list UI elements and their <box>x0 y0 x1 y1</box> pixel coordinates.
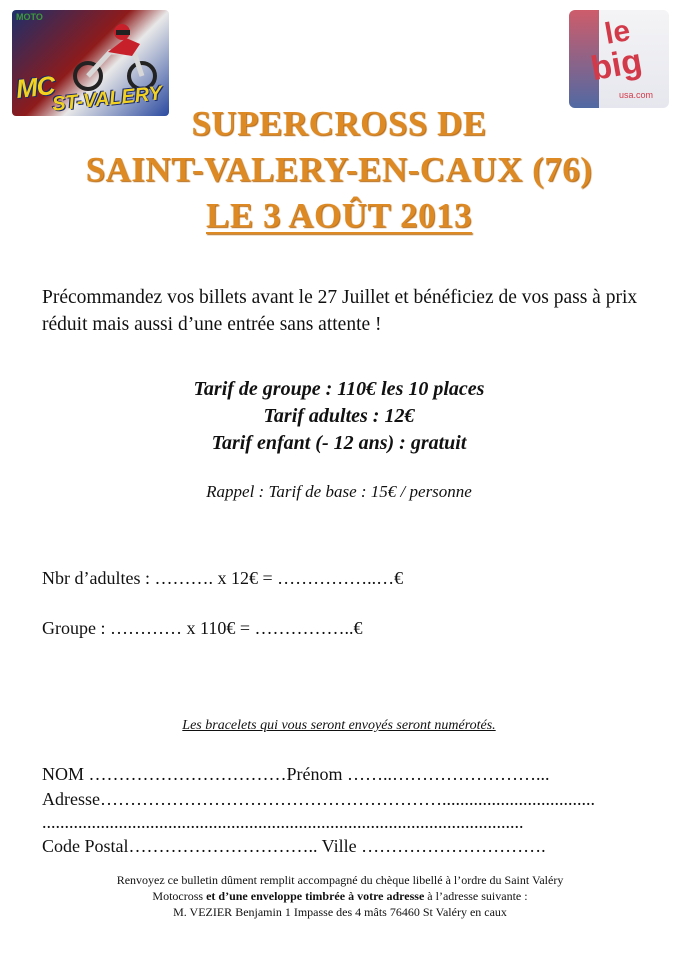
tarif-enfant: Tarif enfant (- 12 ans) : gratuit <box>211 432 467 454</box>
tarifs-block <box>0 376 678 457</box>
footer-line-3: M. VEZIER Benjamin 1 Impasse des 4 mâts 76460 St Valéry en caux <box>173 905 507 919</box>
mc-st-valery-logo <box>12 10 169 116</box>
tarif-adultes: Tarif adultes : 12€ <box>263 405 415 427</box>
form-code-postal-ville: Code Postal………………………….. Ville …………………………. <box>42 836 546 856</box>
form-adresse-line-2: ........................................................................................................... <box>42 812 524 832</box>
intro-text: Précommandez vos billets avant le 27 Juillet et bénéficiez de vos pass à prix réduit mais aussi d’une entrée sans attente ! <box>42 287 638 335</box>
footer-instructions <box>40 872 640 920</box>
tarif-groupe: Tarif de groupe : 110€ les 10 places <box>193 378 485 400</box>
footer-line-2 <box>40 888 640 904</box>
logo-usa-text: usa.com <box>619 90 654 100</box>
title-line-1: SUPERCROSS DE <box>191 104 487 143</box>
bracelets-notice: Les bracelets qui vous seront envoyés seront numérotés. <box>182 718 496 733</box>
order-groupe-field: Groupe : ………… x 110€ = ……………..€ <box>42 618 363 638</box>
form-nom-prenom: NOM ……………………………Prénom ……..……………………... <box>42 764 550 784</box>
motocross-bike-icon <box>70 22 160 92</box>
form-adresse: Adresse………………………………………………….................................. <box>42 789 595 809</box>
rappel-text: Rappel : Tarif de base : 15€ / personne <box>206 482 472 501</box>
footer-line-2c: à l’adresse suivante : <box>424 889 528 903</box>
logo-tag: MOTO <box>16 12 43 22</box>
le-big-usa-logo <box>569 10 669 108</box>
footer-line-2b: et d’une enveloppe timbrée à votre adresse <box>206 889 425 903</box>
logo-big-text: big <box>588 41 645 89</box>
title-line-2: SAINT-VALERY-EN-CAUX (76) <box>85 150 593 189</box>
order-adultes-field: Nbr d’adultes : ………. x 12€ = ……………..…€ <box>42 568 404 588</box>
logo-st-valery-text: ST-VALERY <box>51 82 164 116</box>
title-date: LE 3 AOÛT 2013 <box>206 196 472 235</box>
title-line-3 <box>0 196 678 236</box>
footer-line-2a: Motocross <box>152 889 207 903</box>
logo-le-text: le <box>602 14 633 51</box>
logo-mc-text: MC <box>14 70 56 104</box>
footer-line-1: Renvoyez ce bulletin dûment remplit accompagné du chèque libellé à l’ordre du Saint Valéry <box>116 873 564 887</box>
